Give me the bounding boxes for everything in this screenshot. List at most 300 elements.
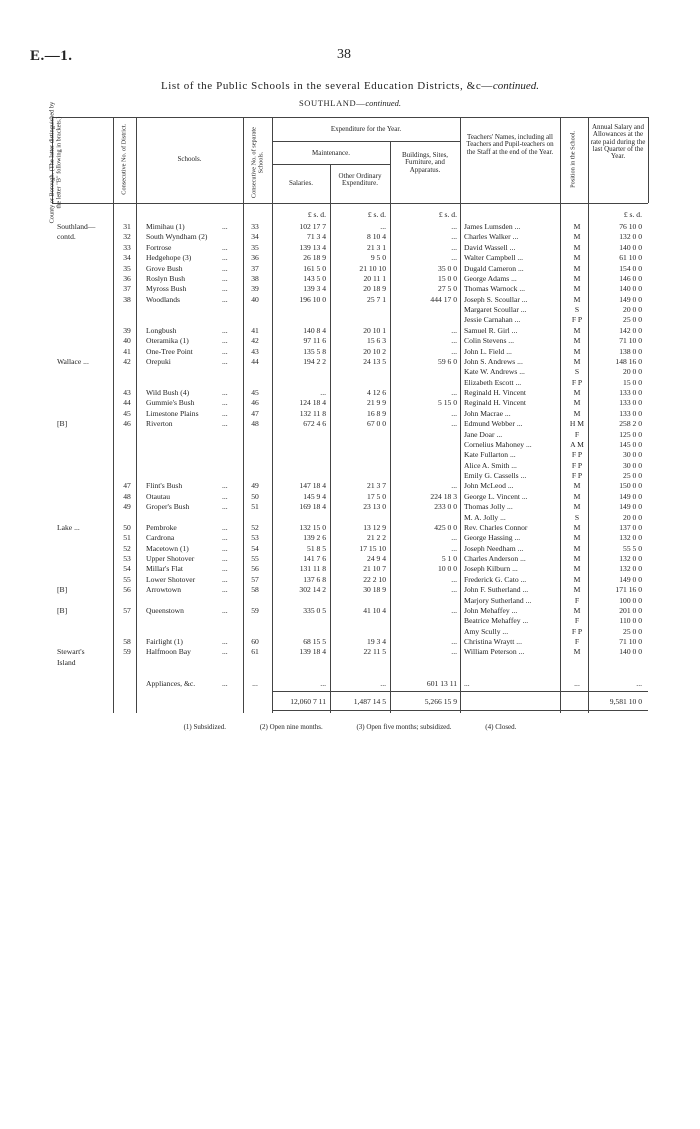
buildings-cell: 59 6 0 [438,356,457,366]
annual-salary-cell: 132 0 0 [619,232,642,242]
district-number-cell: 54 [123,564,131,574]
footnote-4: (4) Closed. [485,723,517,731]
school-number-cell: 55 [251,554,259,563]
annual-salary-cell: 142 0 0 [619,325,642,335]
other-expenditure-cell: 17 15 10 [359,543,386,553]
annual-salary-cell: 25 0 0 [623,471,642,480]
district-number-cell: 44 [123,398,131,408]
table-row [0,616,700,626]
salaries-cell: 97 11 6 [303,336,326,346]
position-cell: M [573,284,581,294]
school-name-cell: Hedgehope (3) [146,253,192,263]
district-number-cell: 45 [123,408,131,418]
salaries-cell: 135 5 8 [303,346,326,356]
table-row [0,253,700,263]
position-cell: M [573,398,581,408]
district-number-cell: 56 [123,585,131,595]
total-buildings: 5,266 15 9 [424,697,457,706]
page-title [0,80,700,92]
district-number-cell: 37 [123,284,131,294]
buildings-cell: 601 13 11 [426,678,457,688]
header-school-no: Consecutive No. of separate Schools. [250,127,264,199]
annual-salary-cell: 154 0 0 [619,263,642,273]
position-cell: M [573,408,581,418]
county-cell: Southland— [57,222,96,231]
other-expenditure-cell: 4 12 6 [367,388,386,397]
other-expenditure-cell: 24 13 5 [363,356,386,366]
header-salaries: Salaries. [289,179,313,187]
position-cell: M [573,273,581,283]
school-name-cell: Longbush [146,325,177,335]
district-number-cell: 41 [123,346,131,356]
school-number-cell: 42 [251,336,259,346]
teacher-name-cell: Alice A. Smith ... [464,460,517,470]
county-cell: [B] [57,605,68,615]
table-row [0,481,700,491]
school-number-cell: ... [252,678,258,688]
expenditure-rule [272,141,460,142]
buildings-cell: ... [451,388,457,397]
salaries-cell: 140 8 4 [303,325,326,335]
other-expenditure-cell: 16 8 9 [367,408,386,418]
col-rule-11 [648,117,649,203]
school-number-cell: 33 [251,222,259,231]
teacher-name-cell: ... [464,678,470,688]
units-buildings: £ s. d. [438,210,457,219]
school-number-cell: 47 [251,408,259,418]
district-number-cell: 50 [123,522,131,532]
teacher-name-cell: Charles Walker ... [464,232,519,242]
school-name-cell: South Wyndham (2) [146,232,208,242]
school-number-cell: 39 [251,284,259,294]
header-position: Position in the School. [569,130,577,188]
position-cell: F P [571,460,583,470]
leader-dots: ... [222,408,228,418]
table-row [0,419,700,429]
title-continued: continued. [492,80,540,92]
district-number-cell: 42 [123,356,131,366]
leader-dots: ... [222,502,228,512]
header-bottom-rule [52,203,648,204]
buildings-cell: 425 0 0 [434,522,457,532]
salaries-cell: 68 15 5 [303,637,326,646]
annual-salary-cell: ... [636,678,642,688]
buildings-cell: 15 0 0 [438,273,457,283]
buildings-cell: 10 0 0 [438,564,457,574]
position-cell: F [574,595,580,605]
salaries-cell: 132 15 0 [299,522,326,532]
other-expenditure-cell: 19 3 4 [367,637,386,646]
maintenance-rule [272,164,390,165]
table-row [0,243,700,253]
school-name-cell: Groper's Bush [146,502,190,512]
other-expenditure-cell: 41 10 4 [363,605,386,615]
district-number-cell: 38 [123,294,131,304]
annual-salary-cell: 20 0 0 [623,305,642,314]
table-row [0,398,700,408]
other-expenditure-cell: 8 10 4 [367,232,386,242]
teacher-name-cell: Frederick G. Cato ... [464,574,527,584]
teacher-name-cell: Joseph Kilburn ... [464,564,518,574]
position-cell: S [574,305,580,314]
school-name-cell: Queenstown [146,605,184,615]
buildings-cell: 27 5 0 [438,284,457,294]
teacher-name-cell: John L. Field ... [464,346,512,356]
table-row [0,606,700,616]
district-number-cell: 59 [123,647,131,657]
total-annual: 9,581 10 0 [609,697,642,706]
buildings-cell: 224 18 3 [430,491,457,501]
school-name-cell: Woodlands [146,294,180,304]
teacher-name-cell: Joseph Needham ... [464,543,524,553]
teacher-name-cell: Joseph S. Scoullar ... [464,294,528,304]
annual-salary-cell: 149 0 0 [619,502,642,512]
teacher-name-cell: Cornelius Mahoney ... [464,439,532,449]
annual-salary-cell: 125 0 0 [619,429,642,439]
salaries-cell: 147 18 4 [299,481,326,491]
annual-salary-cell: 20 0 0 [623,512,642,522]
leader-dots: ... [222,398,228,408]
annual-salary-cell: 145 0 0 [619,439,642,449]
buildings-cell: ... [451,605,457,615]
leader-dots: ... [222,273,228,283]
school-name-cell: Flint's Bush [146,481,183,491]
teacher-name-cell: John S. Andrews ... [464,356,523,366]
table-row [0,430,700,440]
annual-salary-cell: 71 10 0 [619,336,642,346]
teacher-name-cell: William Peterson ... [464,647,525,657]
district-number-cell: 39 [123,325,131,335]
annual-salary-cell: 76 10 0 [619,222,642,231]
buildings-cell: ... [451,481,457,491]
table-row [0,274,700,284]
leader-dots: ... [222,522,228,532]
other-expenditure-cell: 17 5 0 [367,491,386,501]
footnotes [0,723,700,731]
leader-dots: ... [222,419,228,429]
leader-dots: ... [222,253,228,263]
teacher-name-cell: Reginald H. Vincent [464,388,527,397]
other-expenditure-cell: 21 3 1 [367,242,386,252]
salaries-cell: ... [320,678,326,688]
school-name-cell: Gummie's Bush [146,398,195,408]
table-row [0,232,700,242]
leader-dots: ... [222,294,228,304]
table-row [0,471,700,481]
county-cell: Wallace ... [57,356,89,366]
subtitle-text: SOUTHLAND— [298,98,366,108]
header-buildings: Buildings, Sites, Furniture, and Apparatus. [401,151,449,174]
annual-salary-cell: 258 2 0 [619,419,642,429]
district-number-cell: 47 [123,481,131,491]
annual-salary-cell: 15 0 0 [623,377,642,387]
other-expenditure-cell: 21 10 10 [359,263,386,273]
annual-salary-cell: 140 0 0 [619,647,642,657]
table-top-rule [52,117,648,118]
position-cell: M [573,253,581,263]
school-name-cell: Roslyn Bush [146,273,186,283]
table-row [0,564,700,574]
teacher-name-cell: George Adams ... [464,273,517,283]
district-number-cell: 36 [123,273,131,283]
other-expenditure-cell: 13 12 9 [363,522,386,532]
leader-dots: ... [222,388,228,397]
school-name-cell: Upper Shotover [146,554,195,563]
position-cell: M [573,263,581,273]
salaries-cell: 302 14 2 [299,585,326,595]
salaries-cell: 51 8 5 [307,543,326,553]
salaries-cell: 26 18 9 [303,253,326,263]
salaries-cell: 139 2 6 [303,533,326,543]
teacher-name-cell: Kate Fullarton ... [464,450,516,460]
district-number-cell: 46 [123,419,131,429]
school-number-cell: 45 [251,388,259,397]
annual-salary-cell: 30 0 0 [623,460,642,470]
teacher-name-cell: Kate W. Andrews ... [464,367,525,377]
teacher-name-cell: Christina Wraytt ... [464,637,522,646]
position-cell: A M [570,439,584,449]
teacher-name-cell: Colin Stevens ... [464,336,514,346]
table-row [0,295,700,305]
leader-dots: ... [222,647,228,657]
leader-dots: ... [222,356,228,366]
header-schools: Schools. [177,155,202,163]
other-expenditure-cell: 20 18 9 [363,284,386,294]
leader-dots: ... [222,242,228,252]
annual-salary-cell: 133 0 0 [619,408,642,418]
buildings-cell: ... [451,346,457,356]
position-cell: M [573,585,581,595]
school-name-cell: Pembroke [146,522,177,532]
buildings-cell: ... [451,647,457,657]
table-row [0,627,700,637]
table-row [0,357,700,367]
school-number-cell: 60 [251,637,259,646]
table-row [0,637,700,647]
teacher-name-cell: Thomas Warnock ... [464,284,526,294]
teacher-name-cell: Reginald H. Vincent [464,398,527,408]
position-cell: M [573,356,581,366]
leader-dots: ... [222,637,228,646]
position-cell: F P [571,377,583,387]
annual-salary-cell: 148 16 0 [615,356,642,366]
salaries-cell: 102 17 7 [299,222,326,231]
school-number-cell: 51 [251,502,259,512]
annual-salary-cell: 138 0 0 [619,346,642,356]
teacher-name-cell: M. A. Jolly ... [464,512,506,522]
annual-salary-cell: 149 0 0 [619,491,642,501]
buildings-cell: ... [451,408,457,418]
salaries-cell: 139 18 4 [299,647,326,657]
teacher-name-cell: Margaret Scoullar ... [464,305,527,314]
school-number-cell: 50 [251,491,259,501]
table-row [0,554,700,564]
school-name-cell: Otautau [146,491,171,501]
salaries-cell: 672 4 6 [303,419,326,429]
county-cell: [B] [57,419,68,429]
units-row [0,210,700,220]
school-name-cell: Oteramika (1) [146,336,189,346]
school-name-cell: Fairlight (1) [146,637,183,646]
annual-salary-cell: 71 10 0 [619,637,642,646]
leader-dots: ... [222,284,228,294]
units-annual: £ s. d. [623,210,642,219]
other-expenditure-cell: 24 9 4 [367,554,386,563]
position-cell: ... [574,678,580,688]
header-expenditure: Expenditure for the Year. [330,125,402,133]
table-row [0,305,700,315]
table-row [0,336,700,346]
leader-dots: ... [222,325,228,335]
teacher-name-cell: James Lumsden ... [464,222,521,231]
school-number-cell: 48 [251,419,259,429]
district-number-cell: 53 [123,554,131,563]
school-name-cell: Millar's Flat [146,564,184,574]
buildings-cell: 35 0 0 [438,263,457,273]
table-row [0,461,700,471]
district-number-cell: 43 [123,388,131,397]
table-row [0,513,700,523]
school-name-cell: Arrowtown [146,585,182,595]
position-cell: F P [571,471,583,480]
buildings-cell: ... [451,585,457,595]
position-cell: F P [571,450,583,460]
position-cell: M [573,294,581,304]
annual-salary-cell: 55 5 0 [623,543,642,553]
position-cell: S [574,512,580,522]
position-cell: F P [571,315,583,325]
other-expenditure-cell: 20 10 2 [363,346,386,356]
school-number-cell: 56 [251,564,259,574]
school-number-cell: 37 [251,263,259,273]
school-number-cell: 54 [251,543,259,553]
teacher-name-cell: Jessie Carnahan ... [464,315,521,325]
table-row [0,315,700,325]
buildings-cell: ... [451,637,457,646]
buildings-cell: ... [451,574,457,584]
salaries-cell: 141 7 6 [303,554,326,563]
table-row [0,523,700,533]
table-row [0,440,700,450]
salaries-cell: 132 11 8 [299,408,326,418]
other-expenditure-cell: 22 2 10 [363,574,386,584]
district-number-cell: 31 [123,222,131,231]
teacher-name-cell: John F. Sutherland ... [464,585,529,595]
teacher-name-cell: Walter Campbell ... [464,253,524,263]
buildings-cell: 5 15 0 [438,398,457,408]
school-number-cell: 35 [251,242,259,252]
annual-salary-cell: 132 0 0 [619,554,642,563]
header-maintenance: Maintenance. [312,149,350,157]
leader-dots: ... [222,678,228,688]
district-number-cell: 55 [123,574,131,584]
school-name-cell: Mimihau (1) [146,222,185,231]
teacher-name-cell: George L. Vincent ... [464,491,528,501]
position-cell: F [574,429,580,439]
table-row [0,222,700,232]
other-expenditure-cell: 20 11 1 [363,273,386,283]
table-row [0,388,700,398]
school-number-cell: 46 [251,398,259,408]
table-row [0,492,700,502]
teacher-name-cell: Edmund Webber ... [464,419,523,429]
teacher-name-cell: George Hassing ... [464,533,521,543]
school-name-cell: Halfmoon Bay [146,647,191,657]
teacher-name-cell: John McLeod ... [464,481,514,491]
other-expenditure-cell: ... [380,222,386,231]
salaries-cell: 137 6 8 [303,574,326,584]
buildings-cell: ... [451,222,457,231]
buildings-cell: 444 17 0 [430,294,457,304]
district-number-cell: 49 [123,502,131,512]
leader-dots: ... [222,564,228,574]
school-number-cell: 59 [251,605,259,615]
title-text: List of the Public Schools in the several Education Districts, &c— [160,80,493,92]
buildings-cell: ... [451,419,457,429]
annual-salary-cell: 137 0 0 [619,522,642,532]
annual-salary-cell: 100 0 0 [619,595,642,605]
district-number-cell: 33 [123,242,131,252]
leader-dots: ... [222,605,228,615]
county-cell: contd. [57,232,76,242]
annual-salary-cell: 25 0 0 [623,315,642,325]
buildings-cell: ... [451,232,457,242]
table-row [0,596,700,606]
school-number-cell: 43 [251,346,259,356]
school-name-cell: Grove Bush [146,263,183,273]
footnote-2: (2) Open nine months. [259,723,323,731]
annual-salary-cell: 201 0 0 [619,605,642,615]
table-row [0,284,700,294]
salaries-cell: 161 5 0 [303,263,326,273]
leader-dots: ... [222,263,228,273]
buildings-cell: ... [451,242,457,252]
other-expenditure-cell: 21 2 2 [367,533,386,543]
page-id: E.—1. [30,48,73,64]
buildings-cell: 233 0 0 [434,502,457,512]
position-cell: M [573,481,581,491]
district-number-cell: 57 [123,605,131,615]
position-cell: M [573,222,581,231]
salaries-cell: ... [320,388,326,397]
salaries-cell: 139 3 4 [303,284,326,294]
position-cell: F P [571,626,583,636]
salaries-cell: 169 18 4 [299,502,326,512]
school-number-cell: 61 [251,647,259,657]
position-cell: M [573,647,581,657]
teacher-name-cell: Elizabeth Escott ... [464,377,522,387]
school-number-cell: 52 [251,522,259,532]
teacher-name-cell: Beatrice Mehaffey ... [464,616,529,626]
leader-dots: ... [222,533,228,543]
annual-salary-cell: 140 0 0 [619,242,642,252]
annual-salary-cell: 133 0 0 [619,388,642,397]
teacher-name-cell: Marjory Sutherland ... [464,595,532,605]
annual-salary-cell: 140 0 0 [619,284,642,294]
teacher-name-cell: Emily G. Cassells ... [464,471,527,480]
school-number-cell: 53 [251,533,259,543]
annual-salary-cell: 110 0 0 [619,616,642,626]
position-cell: M [573,325,581,335]
teacher-name-cell: Rev. Charles Connor [464,522,528,532]
table-row [0,409,700,419]
annual-salary-cell: 171 16 0 [615,585,642,595]
district-number-cell: 40 [123,336,131,346]
units-other: £ s. d. [367,210,386,219]
teacher-name-cell: Thomas Jolly ... [464,502,513,512]
teacher-name-cell: Charles Anderson ... [464,554,526,563]
school-name-cell: Wild Bush (4) [146,388,190,397]
